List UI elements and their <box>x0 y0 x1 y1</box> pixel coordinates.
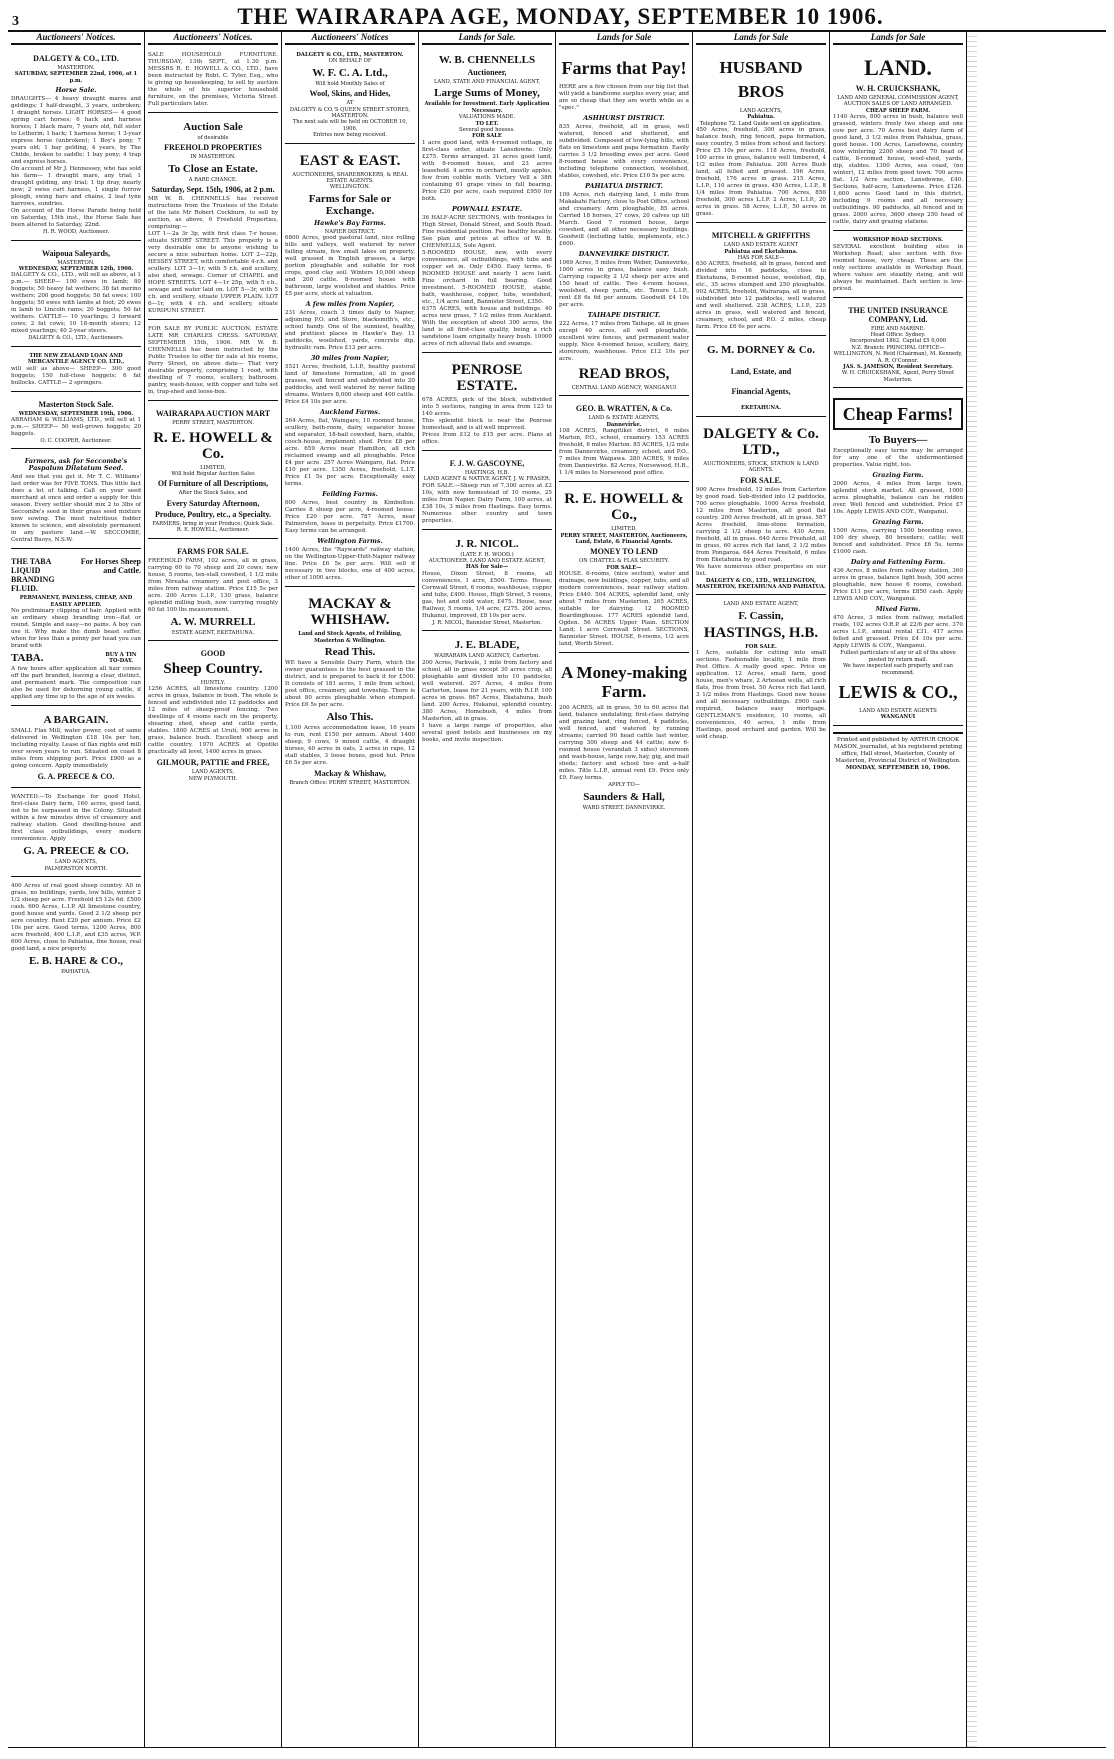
ad-signature: DALGETY & CO., LTD., WELLINGTON, MASTERTON, EKETAHUNA AND PAHIATUA. <box>696 577 826 591</box>
ad-heading: HAS for Sale— <box>465 564 509 571</box>
ad-chennells <box>422 49 552 353</box>
ad-body: 600 Acres, best country in Kimbolton. Carries 8 sheep per acre, 4-roomed house. Price £20 per acre. 787 Acres, near Palmerston, lease in perpetuity. Price £1700. Easy terms can be arranged. <box>285 500 415 535</box>
ad-text: VALUATIONS MADE. <box>458 114 516 121</box>
ad-place: Pahiatua. <box>747 114 775 121</box>
ad-subtitle: Land and Stock Agents, of Feilding, Masterton & Wellington. <box>298 631 402 644</box>
ad-body: And see that you get it. Mr T. C. Williams' last order was for FIVE TONS. This little fact does a lot of talking. Call on your seed merchant at once and order a supply for this season. Every settler should mix 2 to 3lbs of Seccombe's seed in their grass seed mixture now sowing. The most nutritious fodder known to science, and absolutely permanent in any pasture land.—W. SECCOMBE, Central Buoys, N.S.W. <box>11 474 141 544</box>
ad-signature: DALGETY & CO., LTD., Auctioneers. <box>28 335 124 342</box>
ad-signature: H. R. WOOD, Auctioneer. <box>42 229 110 236</box>
ad-body: WE have a Sensible Dairy Farm, which the owner guarantees is the best grassed in the district, and is prepared to back it for £500. It consists of 181 acres, 1 mile from school, post office, creamery, and township. There is about 80 acres ploughable when stumped. Price £6 5s per acre. <box>285 660 415 709</box>
ad-subtitle: LAND, STATE AND FINANCIAL AGENT, <box>433 79 541 85</box>
ad-agent: W. B. CHENNELLS <box>438 54 536 66</box>
ad-body: MR W. B. CHENNELLS has received instructions from the Trustees of the Estate of the late Mr Robert Cockburn, to sell by auction, as above, 6 Freehold Properties, comprising:— <box>148 196 278 231</box>
ad-heading: WORKSHOP ROAD SECTIONS. <box>853 237 943 244</box>
ad-body: 2000 Acres, 4 miles from large town, splendid stock market. All grassed, 1000 acres ploughable, balance can be ridden over. Well fenced and subdivided. Price £7 10s. Apply LEWIS AND COY., Wanganui. <box>833 481 963 516</box>
ad-heading: FOR SALE— <box>606 564 642 571</box>
ad-text: Several good houses. <box>459 127 515 134</box>
ad-body: 5521 Acres, freehold, L.I.P., healthy pastoral land of limestone formation, all in good grasses, well fenced and subdivided into 20 paddocks, and well watered by never failing streams. Winters 8,000 sheep and 400 cattle. Price £4 10s per acre. <box>285 364 415 406</box>
ad-body: 1140 Acres, 800 acres in bush, balance well grassed, winters freely two sheep and one cow per acre. 70 Acres best dairy farm of good land, 3 1/2 miles from Pahiatua, grass, good house. 100 Acres, Lansdowne, country now wintering 2200 sheep and 70 head of cattle, 8-roomed house, wool-shed, yards, dip, stables. 1300 Acres, sea coast, (no winter), 12 miles from good town. 700 acres flat. 1/2 Acre section, Lansdowne, £40. Sections, half-acre, Lansdowne. Price £126. 1,600 acres Good land in this district, including 9 rooms and all necessary outbuildings. 90 paddocks, all fenced and in grass. 2000 acres, 3600 sheep 250 head of cattle, dairy and grazing stations. <box>833 114 963 226</box>
ad-subtitle: Auctioneer, <box>467 68 507 77</box>
ad-body: I have a large range of properties, also several good hotels and businesses on my books, and invite inspection. <box>422 722 552 743</box>
ad-heading: ASHHURST DISTRICT. <box>583 114 665 122</box>
ad-agent: DALGETY & Co. LTD., <box>703 425 819 458</box>
ad-body: LOT 1—2a 3r 3p, with first class 7-r house, situate SHORT STREET. This property is a very desirable one to anyone wishing to secure a nice suburban home. LOT 2—22p, HESSEY STREET, with comfortable 4-r.h. and scullery. LOT 3—1r, with 5 r.h. and scullery, also shed, sewage. Corner of CHAPEL and HOPE STREETS. LOT 4—1r 25p, with 5 r.h., sewage and water laid on. LOT 5—3r, with 5 r.h. and scullery, situate UPPER PLAIN. LOT 6—1r, with 4 r.h. and scullery, situate KURIPUNI STREET. <box>148 231 278 315</box>
ad-heading: Auckland Farms. <box>319 408 381 417</box>
ad-place: WANGANUI <box>880 714 916 721</box>
column-header: Auctioneers' Notices. <box>148 34 278 45</box>
ad-title: Auction Sale <box>183 121 243 133</box>
ad-body: ABRAHAM & WILLIAMS, LTD., will sell at 1 p.m.— SHEEP— 50 well-grown hoggets; 20 baggets. <box>11 417 141 438</box>
column-header: Lands for Sale <box>833 34 963 45</box>
ad-body: FREEHOLD FARM, 102 acres, all in grass, carrying 60 to 70 sheep and 20 cows; new house, 5 rooms, ten-stall cowshed, 1 1/2 mile from Nireaha creamery and post office, 3 miles from railway station. Price £15 5s per acre. 200 Acres L.I.P., 130 grass, balance splendid milling bush, now carrying roughly 60 fat 100 lbs measurement. <box>148 557 278 613</box>
ad-body: SALE HOUSEHOLD FURNITURE. THURSDAY, 13th SEPT., at 1.30 p.m. MESSRS R. E. HOWELL & CO., LTD., have been instructed by Robt. C. Tyler, Esq., who is giving up housekeeping, to sell by auction the whole of his superior household furniture, on the premises, Victoria Street. Full particulars later. <box>148 52 278 107</box>
ad-farms-for-sale <box>148 542 278 641</box>
ad-title: Sheep Country. <box>163 661 263 678</box>
column-1 <box>8 32 145 1747</box>
ad-farms-that-pay <box>559 49 689 396</box>
ad-agent: R. E. HOWELL & Co., <box>564 491 684 524</box>
ad-agent: A. W. MURRELL <box>170 615 256 628</box>
ad-subtitle: AUCTIONEER, LAND AND ESTATE AGENT, <box>428 558 546 565</box>
ad-body: 5-ROOMED HOUSE, new, with every convenience, all outbuildings, with tubs and copper set in. Only £450. Easy terms. 6-ROOMED HOUSE and nearly 1 acre land. Fine orchard in full bearing. Good investment. 5-ROOMED HOUSE, stable, bath, washhouse, copper, tubs, woodshed, etc., 1/4 acre land, Bannister Street, £350. <box>422 249 552 305</box>
ad-text: Fullest particulars of any or all of the above posted by return mail. <box>840 650 956 663</box>
ad-body: 1500 Acres, carrying 1500 breeding ewes, 100 dry sheep, 80 breeders; cattle; well fenced and subdivided. Price £6 5s, terms £1000 cash. <box>833 528 963 556</box>
ad-body: Exceptionally easy terms may be arranged for any one of the undermentioned properties. Value right, too. <box>833 448 963 469</box>
ad-body: 450 Acres, freehold, 300 acres in grass, balance bush, ring fenced, papa formation, easy country, 5 miles from school and factory. Price £5 10s per acre. 118 Acres, freehold, 100 acres in grass, balance well timbered, 4 1/2 miles from Pahiatua. 200 Acres Bush land, all felled and grassed. 196 Acres, freehold, 176 acres in grass. 215 Acres, L.I.P., 110 acres in grass. 450 Acres, L.I.P., 8 1/4 miles from Pahiatua. 700 Acres, 850 freehold, 300 acres L.I.P. 2 Acres, L.I.P., 20 acres in grass. 58 Acres, L.I.P., 50 acres in grass. <box>696 127 826 218</box>
column-3 <box>282 32 419 1747</box>
ad-title: GOOD <box>200 649 226 659</box>
ad-title: Farmers, ask for Seccombe's Paspalum Dilatatum Seed. <box>24 457 128 473</box>
ad-product-name: TABA. <box>11 652 44 665</box>
ad-heading: Produce, Poultry, etc., a Specialty. <box>154 509 272 519</box>
ad-heading: HAS FOR SALE— <box>737 255 785 262</box>
ad-place: MASTERTON. <box>57 259 95 266</box>
ad-title: DALGETY & CO., LTD., MASTERTON. <box>296 52 404 58</box>
ad-heading: 30 miles from Napier, <box>310 354 390 363</box>
ad-agent: MITCHELL & GRIFFITHS <box>711 231 811 241</box>
ad-agent: G. A. PREECE & CO. <box>37 772 115 782</box>
ad-title: THE NEW ZEALAND LOAN AND MERCANTILE AGENCY CO. LTD., <box>27 352 125 366</box>
ad-subtitle: LAND AND GENERAL COMMISSION AGENT, <box>837 95 959 101</box>
ad-body: 436 Acres, 8 miles from railway station, 360 acres in grass, balance light bush, 300 acres ploughable, new house 6 rooms, cowshed. Price £11 per acre, terms £850 cash. Apply LEWIS AND COY., Wanganui. <box>833 568 963 603</box>
ad-freehold-properties <box>148 116 278 320</box>
ad-title: To Close an Estate. <box>168 162 258 175</box>
ad-subtitle: PERRY STREET, MASTERTON, Auctioneers, Land, Estate, & Financial Agents. <box>560 532 688 546</box>
ad-cruickshank <box>833 49 963 231</box>
column-header: Lands for Sale. <box>422 34 552 45</box>
ad-body: HOUSE. 6-rooms, (nice section), water and drainage, new buildings, copper, tubs, and all modern conveniences, near railway station. Price £440. 504 ACRES, splendid land, only about 7 miles from Masterton. 265 ACRES, suitable for dairying. 12 ROOMED Boardinghouse. 177 ACRES splendid land, Ogden. 56 ACRES Upper Plain. SECTION Land; 1 acre Cornwall Street. SECTIONS, Bannister Street. HOUSE, 6-rooms, 1/2 acre land, Worth Street. <box>559 571 689 648</box>
masthead <box>8 6 1106 32</box>
ad-public-auction <box>148 323 278 401</box>
ad-body: 835 Acres, freehold, all in grass, well watered, fenced and sheltered, and subdivided. Composed of low-lying hills, with flats on limestone and papa formation. Easily carries 3 1/2 breeding ewes per acre. Good 8-roomed house with every convenience, including telephone connection, woolshed, stables, cowshed, etc. Price £10 5s per acre. <box>559 124 689 179</box>
ad-body: FOR SALE BY PUBLIC AUCTION. ESTATE LATE MR CHARLES CRESS. SATURDAY, SEPTEMBER 15th, 1906. MR W. B. CHENNELLS has been instructed by the Public Trustee to offer for sale at his rooms, Perry Street, on above date— That very desirable property, comprising 1 rood, with dwelling of 7 rooms, scullery, bathroom, pantry, wash-house, with copper and tubs set in, trap-shed and loose-box. <box>148 326 278 396</box>
ad-heading: Read This. <box>324 646 376 659</box>
ad-wratten <box>559 399 689 482</box>
ad-waipoua-saleyards <box>11 244 141 347</box>
ad-body: We have numerous other properties on our list. <box>696 563 826 577</box>
ad-body: HERE are a few chosen from our big list that will yield a handsome surplus every year, and are so cheap that they are worth while as a "spec." <box>559 84 689 111</box>
ad-place: NEW PLYMOUTH. <box>188 775 238 782</box>
ad-place: Branch Office: PERRY STREET, MASTERTON. <box>289 780 411 787</box>
ad-howell-lend <box>559 485 689 653</box>
ad-blade <box>422 634 552 747</box>
ad-heading: TO LET. <box>475 120 499 127</box>
ad-subtitle: LAND AND ESTATE AGENTS <box>859 707 937 714</box>
ad-agent: Mackay & Whishaw, <box>314 769 386 779</box>
ad-agent: J. R. NICOL. <box>455 537 519 550</box>
ad-place: Pahiatua and Eketahuna. <box>724 248 798 255</box>
column-7 <box>830 32 967 1747</box>
ad-place: DALGETY & CO.'S QUEEN STREET STORES, MASTERTON. <box>289 106 411 120</box>
ad-title: FARMS FOR SALE. <box>177 546 249 556</box>
ad-signature: J. R. NICOL, Bannister Street, Masterton. <box>432 619 542 626</box>
ad-body: 1 acre good land, with 4-roomed cottage, in first-class order, situate Lansdowne. Only £275. Terms arranged. 21 acres good land, with 8-roomed house, and 23 acres leasehold. 4 acres in orchard, mostly apples, few from cobble moth. Victory Vell a 38ft containing 61 grape vines in full bearing. Price £20 per acre, cash required £950 for both. <box>422 139 552 202</box>
ad-title: PENROSE ESTATE. <box>451 361 523 394</box>
ad-body: 1069 Acres, 5 miles from Weber, Dannevirke, 1000 acres in grass, balance easy bush. Carrying capacity 2 1/2 sheep per acre and 150 head of cattle. Two 4-room houses, woolshed, sheep yards, etc. Tenure L.I.P., rent £8 6s 6d per annum. Goodwill £4 10s per acre. <box>559 260 689 308</box>
ad-body: 200 Acres, Parkvale, 1 mile from factory and school, all in grass except 30 acres crop, all ploughable and divided into 10 paddocks, well watered. 207 Acres, 4 miles from Carterton, lease for 21 years, with R.I.P. 100 acres in grass. 867 Acres, Ekatahuna, bush land. 200 Acres, Hukanui, splendid country. 380 Acres, Homebush, 4 miles from Masterton, all in grass. <box>422 659 552 722</box>
ad-subtitle: LIMITED, <box>611 526 637 533</box>
column-6 <box>693 32 830 1747</box>
ad-heading: Wool, Skins, and Hides, <box>309 89 391 99</box>
column-5 <box>556 32 693 1747</box>
ad-text: FARMERS, bring in your Produce; Quick Sale. <box>152 520 274 527</box>
ad-household-furniture <box>148 49 278 113</box>
ad-heading: To Buyers— <box>868 434 928 447</box>
ad-text: Incorporated 1862. Capital £5 0,000 <box>849 338 947 345</box>
ad-agent: Saunders & Hall, <box>583 790 665 803</box>
ad-date: Saturday, Sept. 15th, 1906, at 2 p.m. <box>151 185 275 195</box>
ad-wairarapa-auction-mart <box>148 404 278 538</box>
ad-title: Farms that Pay! <box>561 58 687 78</box>
ad-heading: Wellington Farms. <box>317 537 383 546</box>
ad-heading: FOR SALE <box>472 133 502 140</box>
ad-text: JAS. S. JAMESON, Resident Secretary. <box>843 364 953 371</box>
ad-title: THE TABA LIQUID BRANDING FLUID. <box>11 557 55 594</box>
ad-body: will sell as above— SHEEP— 300 good hoggets; 150 full-close hoggets; 6 fat bullocks. CATTLE— 2 springers. <box>11 365 141 386</box>
ad-money-making-farm <box>559 656 689 815</box>
ad-heading: CHEAP SHEEP FARM. <box>865 107 931 114</box>
ad-title: Waipoua Saleyards, <box>41 248 110 258</box>
ad-agent: LEWIS & CO., <box>838 681 958 702</box>
ad-body: 678 ACRES, pick of the block, subdivided into 5 sections, ranging in area from 123 to 140 acres. <box>422 396 552 417</box>
ad-date: SATURDAY, SEPTEMBER 22nd, 1906, at 1 p.m. <box>14 71 138 84</box>
ad-united-insurance <box>833 301 963 389</box>
ad-text: Will hold Monthly Sales of <box>315 80 385 87</box>
ad-subtitle: LAND AGENTS, <box>191 769 235 776</box>
column-continuation <box>967 32 977 1747</box>
ad-title: FREEHOLD PROPERTIES <box>164 143 262 153</box>
ad-title: Farms for Sale or Exchange. <box>308 192 392 217</box>
column-header: Lands for Sale <box>559 34 689 45</box>
ad-body: 108 ACRES, Rangitikei district, 6 miles Marton, P.O., school, creamery. 153 ACRES freehold, 6 miles Marton. 85 ACRES, 1/2 mile from Dannevirke, creamery, school, and P.O., 7 miles from Waipawa. 280 ACRES, 9 miles from Dannevirke. 82 Acres, Norsewood, H.B., 1 1/4 miles to Norsewood post office. <box>559 428 689 477</box>
ad-heading: Of Furniture of all Descriptions, <box>157 479 269 489</box>
ad-heading: MONEY TO LEND <box>590 547 658 557</box>
ad-body: 6375 ACRES, with house and buildings. 40 acres new grass, 7 1/2 miles from Auckland. With the exception of about 300 acres, the land is all first-class quality, being a rich sandstone loam originally heavy bush. 10000 acres of rich alluvial flats and swamps. <box>422 305 552 347</box>
ad-body: DALGETY & CO., LTD., will sell as above, at 1 p.m.— SHEEP— 100 ewes in lamb; 80 hoggets; 50 heavy fat wethers; 38 fat merino wethers; 200 good hoggets; 50 fat ewes; 100 hoggets; 50 ewes with lambs at foot; 20 ewes in lamb to Lincoln rams; 20 hoggets; 50 fat wethers. CATTLE— 10 yearlings; 3 forward cows; 2 fat cows; 10 18-month steers; 12 mixed yearlings; 40 2-year steers. <box>11 272 141 335</box>
ad-heading: Dairy and Fattening Farm. <box>850 558 946 567</box>
ad-heading: FOR SALE. <box>745 643 777 650</box>
ad-title: Masterton Stock Sale. <box>38 399 114 409</box>
ad-place: HASTINGS, H.B. <box>464 469 510 476</box>
ad-signature: W. H. CRUICKSHANK, Agent, Perry Street Masterton. <box>841 370 955 383</box>
ad-body: House, Dixon Street, 8 rooms, all conveniences, 1 acre, £500. Terms. House, Cornwall Street, 6 rooms, washhouse, copper and tubs, £400. House, High Street, 5 rooms, gas, hot and cold water, £475. House, near Railway, 5 rooms, 1/4 acre, £275. 200 acres, Hukanui, improved, £8 10s per acre. <box>422 570 552 619</box>
ad-title: WAIRARAPA AUCTION MART <box>155 409 271 419</box>
ad-agent: J. E. BLADE, <box>454 639 520 652</box>
ad-tagline: PERMANENT, PAINLESS, CHEAP, AND EASILY APPLIED. <box>19 595 133 608</box>
ad-body: On account of Mr J. Hennessey, who has sold his farm— 1 draught mare, any trial; 1 draught gelding, any trial; 1 tip dray, nearly new; 2 swiss cart harness, 1 single furrow plough, swing bars and chains, 2 leaf tyne harrows, sundries. <box>11 166 141 208</box>
ad-dalgety-for-sale <box>696 420 826 596</box>
ad-body: 400 Acres of real good sheep country. All in grass, no buildings, yards, low hills, winter 2 1/2 sheep per acre. Freehold £5 12s 6d. £500 cash. 600 Acres, L.I.P. All limestone country, good house and yards. Good 2 1/2 sheep per acre country. Rent £20 per annum. Price £2 10s per acre. Good terms. 1200 Acres, 800 acre freehold, 400 L.I.P., and £35 acres, W.P. 600 Acres, close to Pahiatua, fine house, real good land, a nice property. <box>11 883 141 953</box>
ad-subtitle: (LATE F. H. WOOD.) <box>460 551 514 558</box>
ad-body: 264 Acres, flat, Waingaro, 10 roomed house, scullery, bath-room, dairy, separator house and separator, 18-bail cowshed, barn, stable, cooch-house, implement shed. Price £8 per acre. 659 Acres near Hamilton, all rich reclaimed swamp and all ploughable. Price £4 per acre. 257 Acres Waingaro, flat. Price £10 per acre. 1350 Acres, freehold, L.I.T. Price £1 5s per acre. Exceptionally easy terms. <box>285 418 415 488</box>
ad-date: WEDNESDAY, SEPTEMBER 19th, 1906. <box>18 410 134 417</box>
ad-date: WEDNESDAY, SEPTEMBER 12th, 1906. <box>18 266 134 273</box>
ad-title: THE UNITED INSURANCE COMPANY, Ltd. <box>848 305 948 324</box>
ad-title: A BARGAIN. <box>43 714 109 727</box>
ad-dalgety-horse-sale <box>11 49 141 241</box>
ad-paspalum-seed <box>11 452 141 549</box>
ad-heading: Large Sums of Money, <box>434 87 540 100</box>
ad-body: 1400 Acres, the "Raywards" railway station, on the Wellington-Upper-Hutt-Napier railway line. Price £6 5s per acre. Will sell if necessary in two blocks, one of 400 acres, other of 1000 acres. <box>285 547 415 582</box>
ad-text: APPLY TO— <box>608 782 640 789</box>
ad-heading: Grazing Farm. <box>872 518 924 527</box>
ad-gascoyne <box>422 454 552 530</box>
ad-agent: HUSBAND BROS <box>719 58 803 101</box>
ad-callout: BUY A TIN TO-DAY. <box>105 651 137 665</box>
ad-subtitle: For Horses Sheep and Cattle. <box>80 557 141 576</box>
ad-body: 200 ACRES, all in grass, 50 to 60 acres flat land, balance undulating; first-class dairying and grazing land, ring fenced, 4 paddocks, well fenced, and watered by running streams; carried 90 head cattle last winter, carrying 300 sheep and 44 cattle; new 6-roomed house (verandah 3 sides) storeroom and wash-house, large cow, hay, gig, and mail sheds; factory and school two and a-half miles. Title L.I.P., annual rent £9. Price only £9. Easy terms. <box>559 705 689 782</box>
ad-body: 900 Acres freehold, 12 miles from Carterton by good road. Sub-divided into 12 paddocks, 700 acres ploughable. 1000 Acres freehold, 12 miles from Masterton, all good flat country. 200 Acres freehold, all in grass. 587 Acres freehold, lime-stone formation, carrying 2 1/2 sheep to acre. 430 Acres, freehold, all in grass. 640 Acres Freehold, all in grass, 60 acres rich flat land, 2 1/2 miles from Pongaroa. 644 Acres Freehold, 6 miles from Eketahuna by good road. <box>696 486 826 563</box>
ad-text: A RARE CHANCE. <box>188 176 238 183</box>
ad-title: A Money-making Farm. <box>560 663 688 702</box>
ad-subtitle: FIRE AND MARINE. <box>870 325 926 332</box>
ad-agent: GILMOUR, PATTIE and FREE, <box>156 758 270 768</box>
ad-subtitle: LAND AGENTS, <box>54 859 98 866</box>
ad-title: Cheap Farms! <box>833 398 963 430</box>
column-8 <box>967 32 977 1747</box>
ad-signature: O. C. COOPER, Auctioneer. <box>40 438 112 445</box>
ad-agent: G. A. PREECE & CO. <box>23 845 129 858</box>
ad-text: Head Office: Sydney. <box>870 332 926 339</box>
ad-subtitle: AUCTIONEERS, STOCK, STATION & LAND AGENTS. <box>703 460 819 474</box>
ad-place: HASTINGS, H.B. <box>703 624 819 641</box>
column-header: Auctioneers' Notices. <box>11 34 141 45</box>
ad-agent: MACKAY & WHISHAW. <box>308 596 392 629</box>
ad-place: PAHIATUA. <box>61 969 91 976</box>
ad-body: On account of the Horse Parade being held on Saturday, 15th inst., the Horse Sale has been altered to Saturday, 22nd. <box>11 208 141 229</box>
ad-heading: Grazing Farm. <box>872 471 924 480</box>
ad-agent: R. E. HOWELL & Co. <box>153 429 273 462</box>
ad-hare <box>11 880 141 979</box>
ad-heading: Horse Sale. <box>55 86 97 95</box>
ad-body: SMALL Flax Mill, water power, cost of same delivered in Wellington £18 10s per ton, including royalty. Lease of flax rights and mill over seven years to run. Situated on coast 8 miles from shipping port. Price £900 as a going concern. Apply immediately <box>11 728 141 770</box>
ad-text: Will hold Regular Auction Sales <box>171 471 255 478</box>
imprint-date: MONDAY, SEPTEMBER 10, 1906. <box>845 764 951 771</box>
columns <box>8 32 1106 1748</box>
ad-text: Telephone 72. Land Guide sent on application. <box>699 120 823 127</box>
ad-subtitle: LAND AND ESTATE AGENT, <box>723 601 799 608</box>
ad-body: 1256 ACRES, all limestone country. 1200 acres in grass, balance in bush. The whole is fenced and subdivided into 12 paddocks and 12 miles of sheep-proof fencing. Two dwellings of 4 rooms each on the property, shearing shed, sheep and cattle yards, stables. 1800 ACRES at Urutí, 900 acres in grass, balance bush. Excellent sheep and cattle country. 1970 ACRES at Opotiki practically all level, 1400 acres in grass. <box>148 686 278 756</box>
ad-body: DRAUGHTS— 4 heavy draught mares and geldings; 1 half-draught, 3 years, unbroken; 1 draught horses. LIGHT HORSES— 4 good spring cart horses; 6 hack and harness horses; 1 black mare, 7 years old, full sister to Letherin; 1 hack; 1 harness horse; 1 3-year express horse (unbroken); 1 Boy's pony, 7 years old; 1 bay gelding, 4 years, by The Childe, broken to saddle; 1 bay pony; 4 trap and express horses. <box>11 96 141 166</box>
ad-place: PALMERSTON NORTH. <box>44 865 108 872</box>
ad-husband-bros <box>696 49 826 223</box>
ad-body: 630 ACRES, freehold, all in grass, fenced and divided into 16 paddocks, close to Eketahuna, 8-roomed house, woolshed, dip, etc., 35 acres stumped and 250 ploughable. 902 ACRES, freehold, Wairarapa, all in grass, subdivided into 12 paddocks, well watered and well sheltered. 238 ACRES, L.I.P., 225 acres in grass, well watered and fenced, creamery, school, and P.O. 2 miles, cheap farm. Price £6 6s per acre. <box>696 261 826 331</box>
ad-agent: READ BROS, <box>578 366 670 382</box>
ad-east-and-east <box>285 147 415 588</box>
ad-heading: POWNALL ESTATE. <box>452 204 522 213</box>
ad-place: HUNTLY. <box>200 680 226 687</box>
ad-body: This splendid block is near the Penrose homestead, and is all well improved. <box>422 417 552 431</box>
ad-place: WELLINGTON. <box>329 184 371 191</box>
ad-title: LAND. <box>864 55 932 80</box>
ad-place: IN MASTERTON. <box>190 154 236 161</box>
ad-place: PERRY STREET, MASTERTON. <box>172 420 254 427</box>
ad-heading: FOR SALE. <box>740 475 782 485</box>
ad-subtitle: LAND AGENT & NATIVE AGENT, J. W. FRASER. <box>423 476 551 483</box>
ad-body: 470 Acres, 3 miles from railway, metalled roads, 102 acres O.R.P. at 22/6 per acre. 370 acres L.I.P., annual rental £31. 417 acres felled and grassed. Price £4 10s per acre. Apply LEWIS & COY., Wanganui. <box>833 615 963 650</box>
ad-subtitle: LAND & ESTATE AGENTS, <box>588 415 660 422</box>
ad-heading: Mixed Farm. <box>875 605 921 614</box>
ad-agent: W. H. CRUICKSHANK, <box>855 84 941 93</box>
column-4 <box>419 32 556 1747</box>
ad-body: FOR SALE.—Sheep run of 7,300 acres at £2 10s, with new homestead of 10 rooms, 25 miles from Napier. Dairy Farm, 100 acres, at £38 10s, 3 miles from Hastings. Easy terms. Numerous other country and town properties. <box>422 482 552 524</box>
ad-penrose-estate <box>422 356 552 451</box>
page-number-left: 3 <box>12 14 19 29</box>
ad-body: 1,100 Acres accommodation lease, 16 years to run, rent £150 per annum. About 1400 sheep, 9 cows, 9 mixed cattle, 4 draught horses, 40 acres in oats, 2 acres in rape, 12 stall stables, 3 loose boxes, good hut. Price £6 5s per acre. <box>285 725 415 767</box>
ad-body: No preliminary clipping of hair. Applied with an ordinary sheep branding iron—flat or round. Simple and easy—no pains. A boy can use it. Why make the dumb beast suffer, when for less than a penny per head you can brand with <box>11 608 141 650</box>
ad-taba <box>11 552 141 706</box>
ad-title: W. F. C. A. Ltd., <box>312 66 388 79</box>
ad-heading: Feilding Farms. <box>322 490 378 499</box>
ad-body: 6800 Acres, good pastoral land, nice rolling hills and valleys, well watered by never failing stream, few small lakes on property, well grassed in English grasses, a large portion ploughable and suitable for root crops, good clay soil. Winters 10,000 sheep and 200 cattle. 8-roomed house with bathroom, large woolshed and stables. Price £5 per acre, stock at valuation. <box>285 235 415 298</box>
ad-dorney <box>696 339 826 416</box>
imprint-text: Printed and published by ARTHUR CROOK MASON, journalist, at his registered printing office, Hall street, Masterton, County of Masterton, Provincial District of Wellington. <box>833 736 963 764</box>
ad-heading: A few miles from Napier, <box>305 300 395 309</box>
ad-agent: G. M. DORNEY & Co. <box>706 344 816 357</box>
ad-subtitle: Land, Estate, and <box>730 367 792 377</box>
ad-body: Prices from £12 to £15 per acre. Plans at office. <box>422 431 552 445</box>
ad-heading: Hawke's Bay Farms. <box>314 218 386 227</box>
ad-agent: F. J. W. GASCOYNE, <box>449 458 525 468</box>
ad-place: ESTATE AGENT, EKETAHUNA. <box>171 629 255 636</box>
ad-cassin <box>696 598 826 745</box>
ad-heading: Every Saturday Afternoon, <box>166 498 260 508</box>
ad-preece <box>11 791 141 877</box>
ad-subtitle: LAND AND ESTATE AGENT <box>723 242 799 249</box>
ad-agent: EAST & EAST. <box>299 152 401 169</box>
ad-place: Dannevirke. <box>606 421 642 428</box>
ad-agent: GEO. B. WRATTEN, & Co. <box>575 404 673 414</box>
ad-text: of desirable <box>197 135 229 141</box>
ad-text: The next sale will be held on OCTOBER 10, 1906. <box>292 119 408 132</box>
ad-heading: Also This. <box>326 711 374 724</box>
ad-text: We have inspected each property and can recommend. <box>842 663 954 676</box>
ad-nz-loan <box>11 350 141 392</box>
ad-bargain <box>11 709 141 788</box>
ad-mitchell-griffiths <box>696 226 826 336</box>
ad-body: 36 HALF-ACRE SECTIONS, with frontages to High Street, Donald Street, and South Road. Fine residential position. Fee healthy locality. See plan and prices at office of W. B. CHENNELLS, Sole Agent. <box>422 214 552 249</box>
ad-subtitle: LIMITED, <box>200 464 226 471</box>
ad-subtitle: AUCTIONEERS, SHAREBROKERS, & REAL ESTATE AGENTS. <box>292 171 408 185</box>
column-header: Lands for Sale <box>696 34 826 45</box>
column-header: Auctioneers' Notices <box>285 34 415 45</box>
ad-body: 231 Acres, coach 3 times daily to Napier, adjoining P.O. and Store, blacksmith's, etc., school handy. One of the sunniest, healthy, and prettiest places in Hawke's Bay. 11 paddocks, woolshed, yards, concrete dip, hydraulic ram. Price £13 per acre. <box>285 310 415 352</box>
ad-place: NAPIER DISTRICT. <box>324 228 376 235</box>
ad-text: AT <box>346 100 354 107</box>
newspaper-title: THE WAIRARAPA AGE, MONDAY, SEPTEMBER 10 1906. <box>237 4 884 29</box>
ad-subtitle: LAND AGENTS, <box>739 108 783 114</box>
ad-subtitle: Financial Agents, <box>731 387 791 397</box>
ad-subtitle: WAIRARAPA LAND AGENCY, Carterton. <box>434 653 540 660</box>
ad-heading: DANNEVIRKE DISTRICT. <box>578 250 670 258</box>
ad-subtitle: AUCTION SALES OF LAND ARRANGED. <box>843 101 953 108</box>
ad-text: ON CHATTEL & FLAX SECURITY. <box>578 558 670 565</box>
ad-body: 222 Acres, 17 miles from Taihape, all in grass except 40 acres, all well ploughable, excellent wire fences, and permanent water supply. Nice 4-roomed house, scullery, dairy, storeroom, washhouse. Price £12 10s per acre. <box>559 321 689 362</box>
ad-lewis-co <box>833 391 963 725</box>
ad-agent: F. Cassin, <box>738 609 784 622</box>
printer-imprint <box>833 732 963 772</box>
ad-wool-sales <box>285 49 415 144</box>
ad-place: WARD STREET, DANNEVIRKE. <box>582 804 666 811</box>
ad-title: DALGETY & CO., LTD. <box>33 54 119 63</box>
ad-signature: R. E. HOWELL, Auctioneer. <box>176 527 250 534</box>
ad-place: CENTRAL LAND AGENCY, WANGANUI <box>571 385 677 391</box>
ad-heading: TAIHAPE DISTRICT. <box>587 311 661 319</box>
ad-agent: E. B. HARE & CO., <box>28 955 124 968</box>
ad-mackay-whishaw <box>285 590 415 790</box>
ad-sheep-country <box>148 644 278 786</box>
ad-text: ON BEHALF OF <box>328 58 372 65</box>
ad-body: SEVERAL excellent building sites in Workshop Road; also section with five-roomed house, very cheap. These are the only sections available in Workshop Road, where values are steadily rising, and will always be maintained. Each section is low-priced. <box>833 243 963 292</box>
ad-text: Entries now being received. <box>313 132 387 139</box>
ad-workshop-road <box>833 234 963 297</box>
column-2 <box>145 32 282 1747</box>
ad-text: After the Stock Sales, and <box>178 490 248 497</box>
ad-text: Available for Investment. Early Application Necessary. <box>424 101 550 114</box>
ad-body: 109 Acres, rich dairying land, 1 mile from Makakahi Factory, close to Post Office, school and creamery. Arm ploughable, 85 acres. Carried 18 horses, 27 cows, 20 calves up till March. Good 7 roomed house, large cowshed, and all other necessary buildings. Goodwill (including table, implements, etc.) £600. <box>559 192 689 247</box>
ad-body: 1 Acre, suitable for cutting into small sections. Fashionable locality, 1 mile from Post Office. A really good spec. Price on application. 12 Acres, small farm, good house, men's whare, 2 Artesian wells, all rich flats, free from frost. 50 Acres rich flat land, 3 1/2 miles from Hastings. Good new house and all necessary outbuildings. £900 cash required, balance easy mortgage. GENTLEMAN'S residence, 10 rooms, all conveniences, 40 acres, 1 mile from Hastings, good orchard and garden. Will be sold cheap. <box>696 650 826 741</box>
ad-body: WANTED.—To Exchange for good Hotel, first-class Dairy farm, 160 acres, good land, not to be surpassed in the Colony. Situated within a few minutes drive of creamery and railway station. Good dwelling-house and first class outbuildings, every modern convenience. Apply <box>11 794 141 843</box>
ad-body: A few hours after application all hair comes off the part branded, leaving a clear, distinct, and permanent mark. The composition can also be used for dehorning young cattle, if applied any time up to the age of six weeks. <box>11 666 141 701</box>
ad-text: N.Z. Branch: PRINCIPAL OFFICE—WELLINGTON, N. Reid (Chairman), M. Kennedy, A. R. O'Connor. <box>833 344 963 364</box>
ad-place: MASTERTON. <box>57 65 95 71</box>
ad-masterton-stock-sale <box>11 395 141 450</box>
ad-heading: PAHIATUA DISTRICT. <box>585 182 663 190</box>
ad-place: EKETAHUNA. <box>740 405 781 412</box>
ad-nicol <box>422 533 552 632</box>
